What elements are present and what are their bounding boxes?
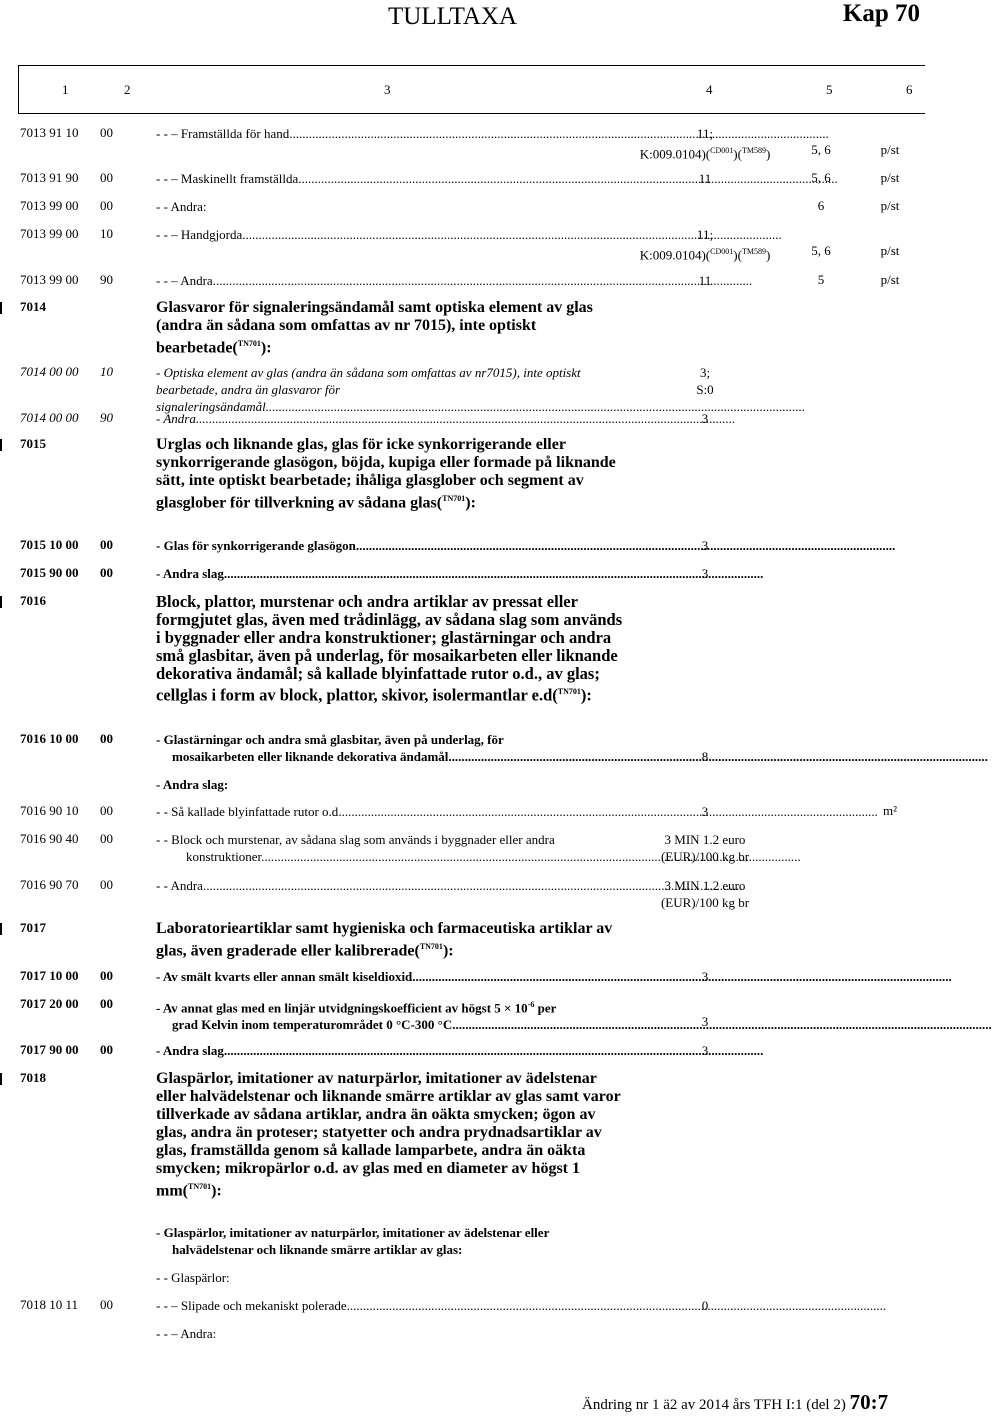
sub-code: 90 [100, 272, 113, 287]
column-number-4: 4 [706, 82, 713, 97]
unit: p/st [880, 198, 900, 213]
row-description: - - – Andra ..... [156, 272, 622, 289]
sub-code: 10 [100, 226, 113, 241]
sub-code: 00 [100, 996, 113, 1011]
row-description: - - Glaspärlor: [156, 1270, 230, 1285]
cn-code: 7016 90 10 [20, 803, 79, 818]
unit: p/st [880, 243, 900, 258]
heading-description: Laboratorieartiklar samt hygieniska och farmaceutiska artiklar av glas, även graderade eller kalibrerade($^{TN701}$): [156, 920, 613, 960]
cn-code: 7013 91 90 [20, 170, 79, 185]
sub-code: 00 [100, 198, 113, 213]
sub-code: 00 [100, 968, 113, 983]
column-5-value: 5, 6 [811, 142, 831, 157]
row-description: - - – Framställda för hand ..... [156, 125, 622, 142]
cn-code: 7013 91 10 [20, 125, 79, 140]
heading-code: 7018 [20, 1070, 46, 1085]
unit: p/st [880, 272, 900, 287]
heading-code: 7014 [20, 299, 46, 314]
cn-code: 7017 90 00 [20, 1042, 79, 1057]
sub-code: 00 [100, 125, 113, 140]
row-description: - - – Andra: [156, 1326, 217, 1341]
sub-code: 00 [100, 831, 113, 846]
column-5-value: 5, 6 [811, 243, 831, 258]
row-description: - - Andra ..... [156, 877, 622, 894]
row-description: - Glastärningar och andra små glasbitar, även på underlag, för mosaikarbeten eller liknande dekorativa ändamål ..... [156, 731, 622, 765]
cn-code: 7016 90 70 [20, 877, 79, 892]
cn-code: 7018 10 11 [20, 1297, 79, 1312]
row-description: - - – Maskinellt framställda ..... [156, 170, 622, 187]
sub-code: 00 [100, 877, 113, 892]
row-description: - - Block och murstenar, av sådana slag som används i byggnader eller andra konstruktioner ..... [156, 831, 622, 865]
heading-description: Block, plattor, murstenar och andra artiklar av pressat eller formgjutet glas, även med trådinlägg, av sådana slag som används i byggnader eller andra konstruktioner; glastärningar och andra små glasbitar, även på underlag, för mosaikarbeten eller liknande dekorativa ändamål; så kallade blyinfattade rutor o.d., av glas; cellglas i form av block, plattor, skivor, isolermantlar e.d($^{TN701}$): [156, 592, 623, 705]
duty-rate: 11; K:009.0104)($^{CD001}$)($^{TM589}$) [639, 227, 771, 263]
duty-rate: 3 [701, 1014, 709, 1029]
column-number-2: 2 [124, 82, 131, 97]
column-number-5: 5 [826, 82, 833, 97]
change-bar [0, 1073, 2, 1085]
duty-rate: 11 [698, 273, 712, 288]
duty-rate: 8 [701, 749, 709, 764]
duty-rate: 3 [701, 566, 709, 581]
footer-text: Ändring nr 1 ä2 av 2014 års TFH I:1 (del 2) [582, 1397, 846, 1413]
heading-code: 7016 [20, 593, 46, 608]
change-bar [0, 596, 2, 608]
cn-code: 7017 10 00 [20, 968, 79, 983]
duty-rate: 3 MIN 1.2 euro (EUR)/100 kg br [660, 832, 750, 864]
sub-code: 00 [100, 537, 113, 552]
row-description: - Optiska element av glas (andra än sådana som omfattas av nr7015), inte optiskt bearbetade, andra än glasvaror för signaleringsändamål ..... [156, 364, 622, 398]
sub-code: 10 [100, 364, 113, 379]
sub-code: 00 [100, 731, 113, 746]
cn-code: 7015 10 00 [20, 537, 79, 552]
row-description: - Glas för synkorrigerande glasögon ..... [156, 537, 622, 554]
document-title: TULLTAXA [388, 3, 518, 30]
unit: m² [882, 803, 897, 818]
column-header-frame [18, 65, 925, 114]
row-description: - Glaspärlor, imitationer av naturpärlor, imitationer av ädelstenar eller halvädelstenar och liknande smärre artiklar av glas: [156, 1225, 550, 1257]
column-number-3: 3 [384, 82, 391, 97]
sub-code: 00 [100, 170, 113, 185]
change-bar [0, 302, 2, 314]
duty-rate: 3 [701, 969, 709, 984]
row-description: - Av smält kvarts eller annan smält kiseldioxid ..... [156, 968, 622, 985]
duty-rate: 0 [701, 1298, 709, 1313]
sub-code: 00 [100, 565, 113, 580]
cn-code: 7013 99 00 [20, 198, 79, 213]
row-description: - - Så kallade blyinfattade rutor o.d ..... [156, 803, 622, 820]
row-description: - - – Handgjorda ..... [156, 226, 622, 243]
column-5-value: 5 [817, 272, 825, 287]
sub-code: 00 [100, 1042, 113, 1057]
column-number-6: 6 [906, 82, 913, 97]
sub-code: 90 [100, 410, 113, 425]
heading-description: Glaspärlor, imitationer av naturpärlor, imitationer av ädelstenar eller halvädelstenar och liknande smärre artiklar av glas samt varor tillverkade av sådana artiklar, andra än oäkta smycken; ögon av glas, andra än proteser; statyetter och andra prydnadsartiklar av glas, framställda genom så kallade lamparbete, andra än oäkta smycken; mikropärlor o.d. av glas med en diameter av högst 1 mm($^{TN701}$): [156, 1070, 621, 1200]
column-number-1: 1 [62, 82, 69, 97]
cn-code: 7016 90 40 [20, 831, 79, 846]
chapter-label: Kap 70 [842, 0, 920, 27]
cn-code: 7015 90 00 [20, 565, 79, 580]
page-number: 70:7 [849, 1390, 889, 1414]
cn-code: 7014 00 00 [20, 364, 79, 379]
duty-rate: 11; K:009.0104)($^{CD001}$)($^{TM589}$) [639, 126, 771, 162]
row-description: - Andra slag: [156, 777, 229, 792]
cn-code: 7013 99 00 [20, 272, 79, 287]
column-5-value: 5, 6 [811, 170, 831, 185]
unit: p/st [880, 170, 900, 185]
row-description: - - – Slipade och mekaniskt polerade ..... [156, 1297, 622, 1314]
duty-rate: 3; S:0 [696, 365, 714, 397]
duty-rate: 3 MIN 1.2 euro (EUR)/100 kg br [660, 878, 750, 910]
duty-rate: 3 [701, 411, 709, 426]
row-description: - Andra slag ..... [156, 1042, 622, 1059]
row-description: - - Andra: [156, 199, 207, 214]
duty-rate: 3 [701, 804, 709, 819]
row-description: - Av annat glas med en linjär utvidgningskoefficient av högst $5 \times 10^{-6}$ per grad Kelvin inom temperaturområdet 0 °C-300 °C ..... [156, 996, 622, 1033]
cn-code: 7017 20 00 [20, 996, 79, 1011]
change-bar [0, 923, 2, 935]
cn-code: 7014 00 00 [20, 410, 79, 425]
duty-rate: 3 [701, 538, 709, 553]
cn-code: 7013 99 00 [20, 226, 79, 241]
column-5-value: 6 [817, 198, 825, 213]
duty-rate: 11 [698, 171, 712, 186]
change-bar [0, 439, 2, 451]
row-description: - Andra ..... [156, 410, 622, 427]
page-footer [582, 1390, 888, 1415]
unit: p/st [880, 142, 900, 157]
heading-code: 7017 [20, 920, 46, 935]
heading-description: Urglas och liknande glas, glas för icke synkorrigerande eller synkorrigerande glasögon, böjda, kupiga eller formade på liknande sätt, inte optiskt bearbetade; ihåliga glasglober och segment av glasglober för tillverkning av sådana glas($^{TN701}$): [156, 436, 616, 512]
row-description: - Andra slag ..... [156, 565, 622, 582]
sub-code: 00 [100, 1297, 113, 1312]
cn-code: 7016 10 00 [20, 731, 79, 746]
sub-code: 00 [100, 803, 113, 818]
duty-rate: 3 [701, 1043, 709, 1058]
heading-code: 7015 [20, 436, 46, 451]
heading-description: Glasvaror för signaleringsändamål samt optiska element av glas (andra än sådana som omfattas av nr 7015), inte optiskt bearbetade($^{TN701}$): [156, 299, 593, 357]
